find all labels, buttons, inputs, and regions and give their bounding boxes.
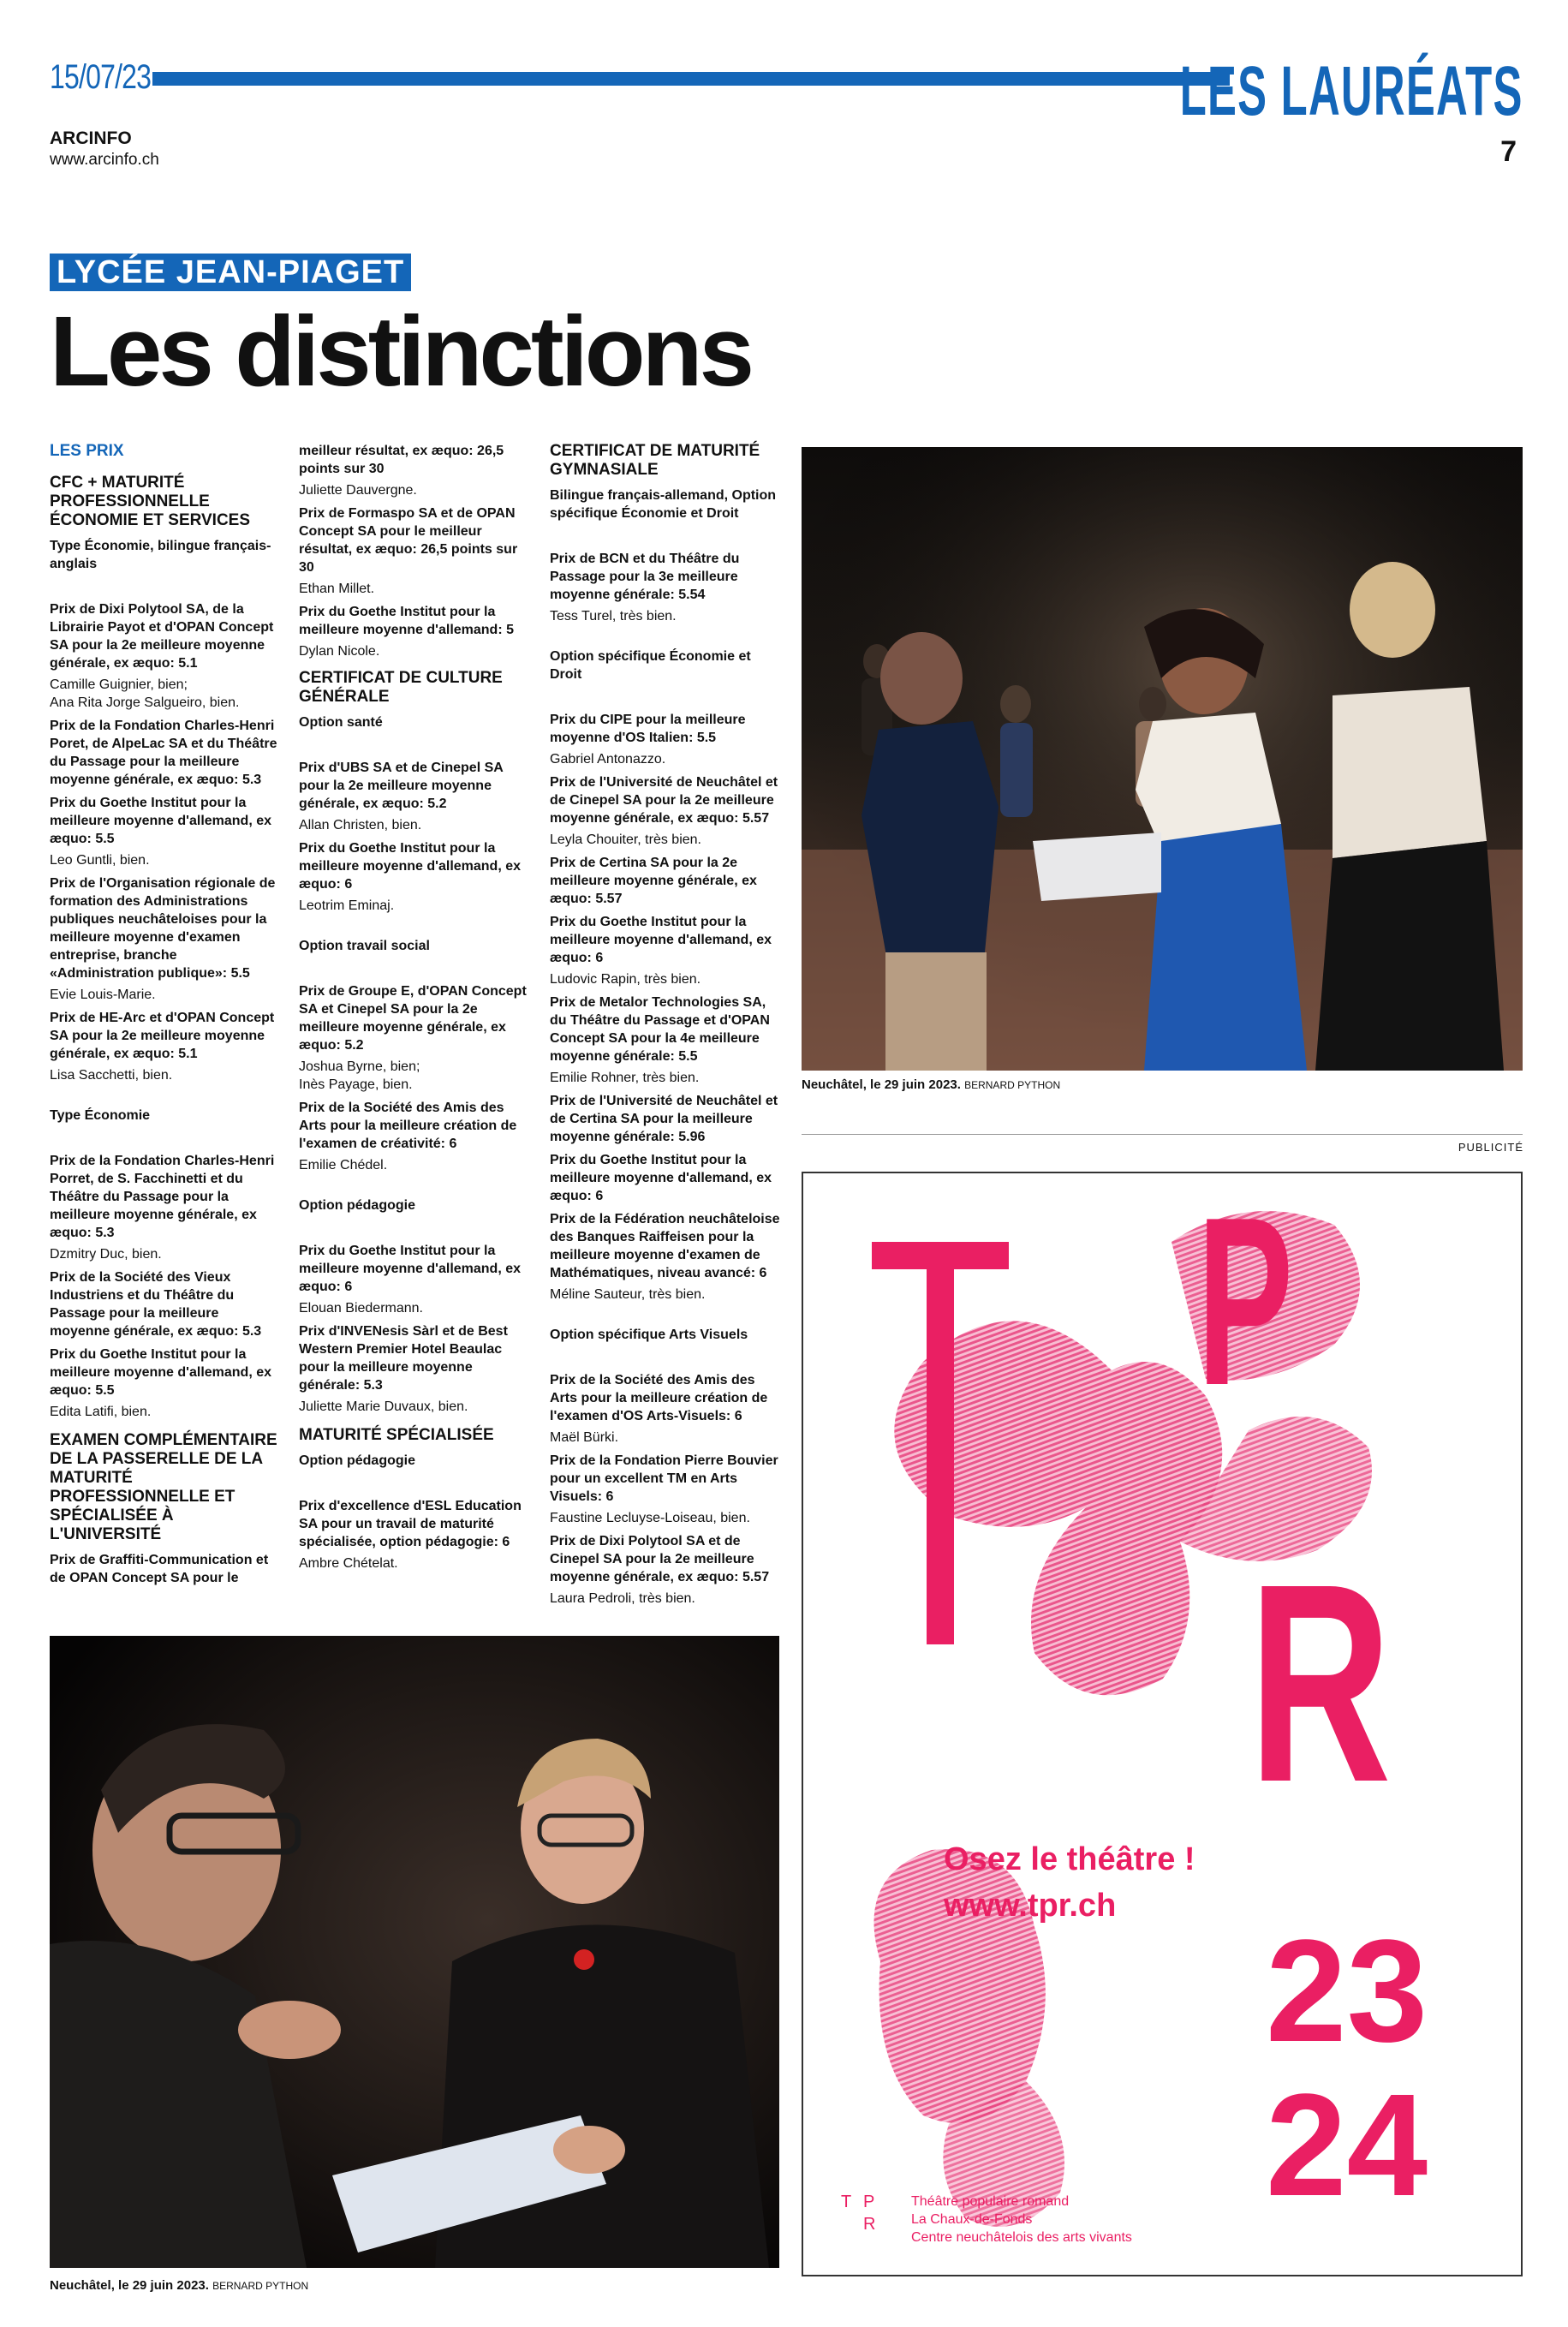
- page-number: 7: [1500, 135, 1517, 168]
- prize-text: Prix de la Société des Vieux Industriens et du Théâtre du Passage pour la meilleure moyenne générale, ex æquo: 5.3: [50, 1270, 262, 1339]
- winner-name: Faustine Lecluyse-Loiseau, bien.: [550, 1511, 750, 1525]
- prize-text: Prix de la Fédération neuchâteloise des Banques Raiffeisen pour la meilleure moyenne d'examen de Mathématiques, niveau avancé: 6: [550, 1212, 780, 1280]
- prize-text: Prix de la Société des Amis des Arts pour la meilleure création de l'examen d'OS Arts-Visuels: 6: [550, 1373, 768, 1423]
- prize-text: Prix d'INVENesis Sàrl et de Best Western Premier Hotel Beaulac pour la meilleure moyenne générale: 5.3: [299, 1324, 508, 1393]
- article-column-1: [50, 442, 279, 1587]
- photo-credit: BERNARD PYTHON: [212, 2280, 309, 2292]
- winner-name: Evie Louis-Marie.: [50, 987, 156, 1002]
- subheading: Option pédagogie: [299, 1453, 415, 1468]
- logo-letter: T: [841, 2193, 852, 2211]
- logo-letter: P: [863, 2193, 875, 2211]
- tpr-logo: [841, 2193, 889, 2240]
- tpr-advertisement[interactable]: [802, 1172, 1523, 2276]
- prize-text: Prix de l'Université de Neuchâtel et de Certina SA pour la meilleure moyenne générale: 5.96: [550, 1094, 778, 1144]
- winner-name: Ambre Chételat.: [299, 1556, 398, 1571]
- winner-name: Leyla Chouiter, très bien.: [550, 832, 701, 847]
- winner-name: Laura Pedroli, très bien.: [550, 1591, 695, 1606]
- winner-name: Juliette Marie Duvaux, bien.: [299, 1399, 468, 1414]
- prize-text: Prix de Groupe E, d'OPAN Concept SA et Cinepel SA pour la 2e meilleure moyenne générale, ex æquo: 5.2: [299, 984, 527, 1053]
- prize-text: Prix de HE-Arc et d'OPAN Concept SA pour la 2e meilleure moyenne générale, ex æquo: 5.1: [50, 1011, 275, 1061]
- brand-url[interactable]: www.arcinfo.ch: [50, 151, 159, 169]
- winner-name: Lisa Sacchetti, bien.: [50, 1068, 173, 1083]
- section-heading: EXAMEN COMPLÉMENTAIRE DE LA PASSERELLE DE LA MATURITÉ PROFESSIONNELLE ET SPÉCIALISÉE À L'UNIVERSITÉ: [50, 1431, 277, 1543]
- caption-text: Neuchâtel, le 29 juin 2023.: [50, 2278, 209, 2293]
- caption-text: Neuchâtel, le 29 juin 2023.: [802, 1077, 961, 1092]
- subheading: Option spécifique Économie et Droit: [550, 649, 751, 682]
- prize-text: Prix d'UBS SA et de Cinepel SA pour la 2e meilleure moyenne générale, ex æquo: 5.2: [299, 761, 504, 811]
- ad-website[interactable]: www.tpr.ch: [944, 1888, 1117, 1924]
- ad-footer-text: [911, 2193, 1132, 2246]
- tpr-letter-p: P: [1197, 1172, 1294, 1435]
- prize-text: Prix de Graffiti-Communication et de OPAN Concept SA pour le: [50, 1553, 269, 1585]
- season-year-bottom: 24: [1266, 2064, 1428, 2227]
- winner-name: Gabriel Antonazzo.: [550, 752, 666, 767]
- subheading: Type Économie: [50, 1108, 151, 1123]
- winner-name: Dzmitry Duc, bien.: [50, 1247, 162, 1262]
- subheading: Option santé: [299, 715, 383, 730]
- winner-name: Camille Guignier, bien;: [50, 677, 188, 692]
- ad-footer-line: Centre neuchâtelois des arts vivants: [911, 2230, 1132, 2245]
- winner-name: Juliette Dauvergne.: [299, 483, 417, 498]
- prize-text: Prix de Certina SA pour la 2e meilleure moyenne générale, ex æquo: 5.57: [550, 856, 757, 906]
- prize-text: Prix du Goethe Institut pour la meilleure moyenne d'allemand, ex æquo: 5.5: [50, 1347, 272, 1398]
- prize-text: Prix de BCN et du Théâtre du Passage pour la 3e meilleure moyenne générale: 5.54: [550, 552, 740, 602]
- photo-caption-top: [802, 1077, 1060, 1092]
- ad-slogan: Osez le théâtre !: [944, 1841, 1195, 1877]
- article-column-3: [550, 442, 781, 1608]
- winner-name: Emilie Rohner, très bien.: [550, 1071, 700, 1085]
- issue-date: 15/07/23: [50, 58, 152, 96]
- subheading: Option travail social: [299, 939, 430, 953]
- winner-name: Ludovic Rapin, très bien.: [550, 972, 701, 987]
- winner-name: Tess Turel, très bien.: [550, 609, 677, 624]
- photo-credit: BERNARD PYTHON: [964, 1079, 1061, 1091]
- winner-name: Méline Sauteur, très bien.: [550, 1287, 706, 1302]
- ceremony-photo-bottom: [50, 1636, 779, 2268]
- subheading: Option pédagogie: [299, 1198, 415, 1213]
- prize-text: Prix du CIPE pour la meilleure moyenne d'OS Italien: 5.5: [550, 713, 746, 745]
- prize-text: Prix du Goethe Institut pour la meilleure moyenne d'allemand, ex æquo: 5.5: [50, 796, 272, 846]
- winner-name: Emilie Chédel.: [299, 1158, 388, 1172]
- logo-letter: R: [863, 2215, 876, 2234]
- tpr-letter-r: R: [1249, 1524, 1392, 1841]
- prize-text: Prix de la Fondation Charles-Henri Poret, de AlpeLac SA et du Théâtre du Passage pour la meilleure moyenne générale, ex æquo: 5.3: [50, 719, 277, 787]
- prize-text: Prix de Metalor Technologies SA, du Théâtre du Passage et d'OPAN Concept SA pour la 4e meilleure moyenne générale: 5.5: [550, 995, 770, 1064]
- prize-text: Prix du Goethe Institut pour la meilleure moyenne d'allemand, ex æquo: 6: [299, 1244, 522, 1294]
- prize-text: meilleur résultat, ex æquo: 26,5 points sur 30: [299, 444, 504, 476]
- subheading: Type Économie, bilingue français-anglais: [50, 539, 271, 571]
- article-column-2: [299, 442, 528, 1572]
- prize-text: Prix du Goethe Institut pour la meilleure moyenne d'allemand, ex æquo: 6: [550, 1153, 772, 1203]
- tpr-letter-t: [872, 1208, 1009, 1644]
- ad-footer-line: La Chaux-de-Fonds: [911, 2212, 1033, 2227]
- winner-name: Allan Christen, bien.: [299, 818, 422, 832]
- winner-name: Edita Latifi, bien.: [50, 1405, 152, 1419]
- article-kicker: LYCÉE JEAN-PIAGET: [50, 254, 411, 291]
- section-heading: CERTIFICAT DE CULTURE GÉNÉRALE: [299, 669, 503, 706]
- prize-text: Prix de Formaspo SA et de OPAN Concept SA pour le meilleur résultat, ex æquo: 26,5 points sur 30: [299, 506, 518, 575]
- winner-name: Leotrim Eminaj.: [299, 898, 395, 913]
- ceremony-photo-top: [802, 447, 1523, 1071]
- prize-text: Prix d'excellence d'ESL Education SA pour un travail de maturité spécialisée, option pédagogie: 6: [299, 1499, 522, 1549]
- season-year-top: 23: [1266, 1910, 1428, 2073]
- section-heading: MATURITÉ SPÉCIALISÉE: [299, 1426, 494, 1444]
- winner-name: Dylan Nicole.: [299, 644, 380, 659]
- winner-name: Ethan Millet.: [299, 582, 375, 596]
- prize-text: Prix de l'Université de Neuchâtel et de Cinepel SA pour la 2e meilleure moyenne générale, ex æquo: 5.57: [550, 775, 778, 826]
- winner-name: Maël Bürki.: [550, 1430, 619, 1445]
- prize-text: Prix de l'Organisation régionale de formation des Administrations publiques neuchâteloises pour la meilleure moyenne d'examen entreprise, branche «Administration publique»: 5.5: [50, 876, 276, 981]
- prize-text: Prix de Dixi Polytool SA et de Cinepel SA pour la 2e meilleure moyenne générale, ex æquo: 5.57: [550, 1534, 770, 1584]
- ad-divider: [802, 1134, 1523, 1135]
- prize-text: Prix de la Fondation Charles-Henri Porret, de S. Facchinetti et du Théâtre du Passage pour la meilleure moyenne générale, ex æquo: 5.3: [50, 1154, 275, 1240]
- header-rule: [152, 72, 1230, 86]
- winner-name: Elouan Biedermann.: [299, 1301, 423, 1316]
- section-heading: CERTIFICAT DE MATURITÉ GYMNASIALE: [550, 442, 760, 479]
- prize-text: Prix du Goethe Institut pour la meilleure moyenne d'allemand, ex æquo: 6: [299, 841, 522, 892]
- prize-text: Prix de Dixi Polytool SA, de la Librairie Payot et d'OPAN Concept SA pour la 2e meilleure moyenne générale, ex æquo: 5.1: [50, 602, 274, 671]
- prize-text: Prix de la Société des Amis des Arts pour la meilleure création de l'examen de créativité: 6: [299, 1101, 517, 1151]
- prize-text: Prix du Goethe Institut pour la meilleure moyenne d'allemand: 5: [299, 605, 514, 637]
- prize-text: Prix de la Fondation Pierre Bouvier pour un excellent TM en Arts Visuels: 6: [550, 1453, 778, 1504]
- winner-name: Leo Guntli, bien.: [50, 853, 150, 868]
- section-title: LES LAURÉATS: [1180, 52, 1523, 130]
- winner-name: Inès Payage, bien.: [299, 1077, 413, 1092]
- ad-label: PUBLICITÉ: [1458, 1141, 1523, 1154]
- brand-name: ARCINFO: [50, 128, 132, 148]
- winner-name: Joshua Byrne, bien;: [299, 1059, 420, 1074]
- photo-caption-bottom: [50, 2278, 308, 2293]
- winner-name: Ana Rita Jorge Salgueiro, bien.: [50, 695, 240, 710]
- ad-footer-line: Théâtre populaire romand: [911, 2194, 1070, 2209]
- article-headline: Les distinctions: [50, 295, 752, 407]
- subheading: Bilingue français-allemand, Option spécifique Économie et Droit: [550, 488, 777, 521]
- prize-text: Prix du Goethe Institut pour la meilleure moyenne d'allemand, ex æquo: 6: [550, 915, 772, 965]
- section-heading: CFC + MATURITÉ PROFESSIONNELLE ÉCONOMIE ET SERVICES: [50, 474, 251, 529]
- subheading: Option spécifique Arts Visuels: [550, 1328, 748, 1342]
- les-prix-label: LES PRIX: [50, 442, 124, 460]
